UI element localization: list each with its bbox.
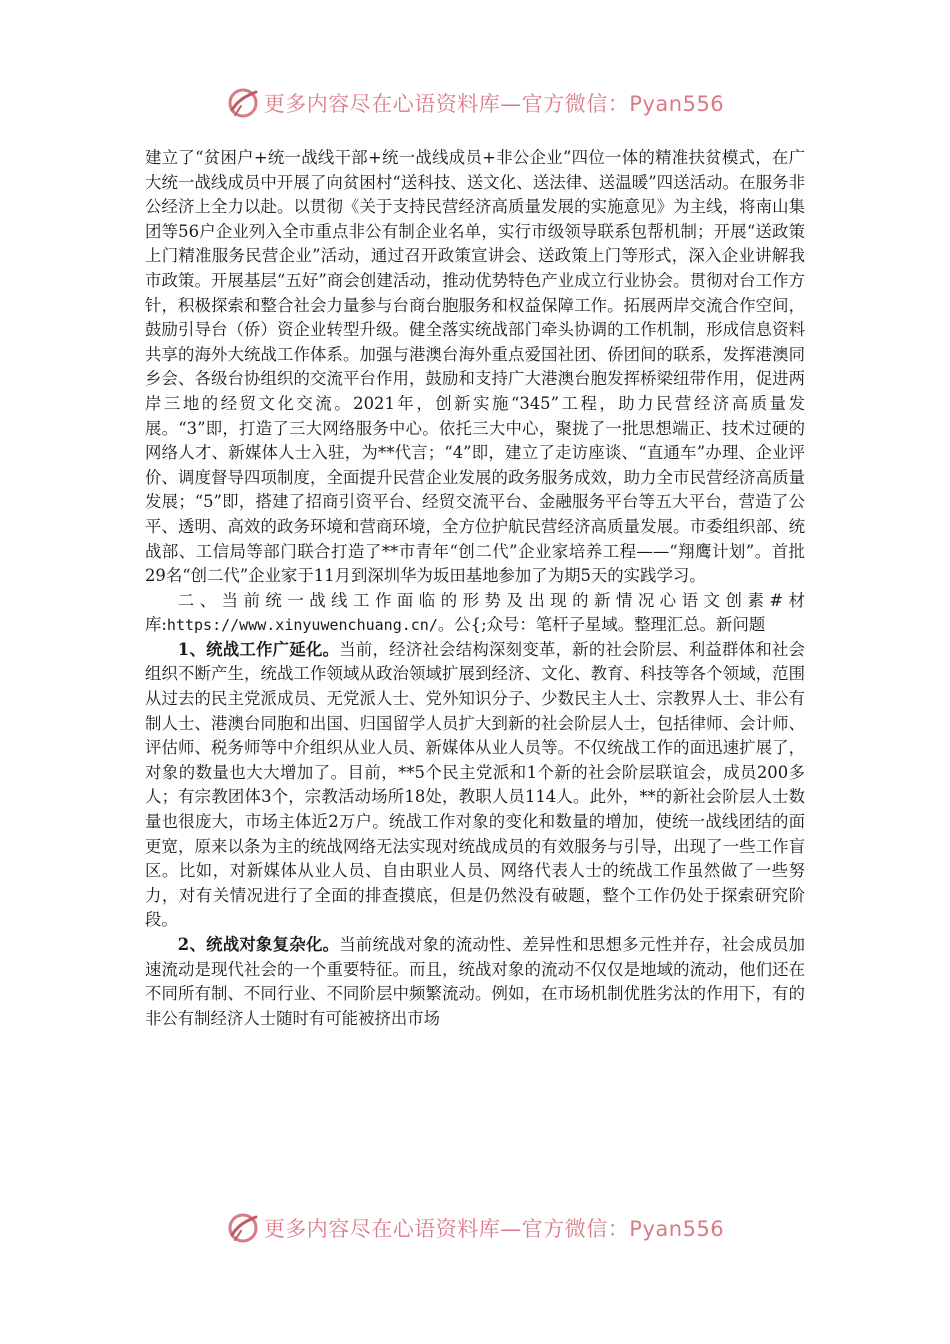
- document-body: [145, 146, 805, 1031]
- point-1-title: 1、统战工作广延化。: [177, 639, 340, 659]
- section-heading-tail: 。公{;众号：笔杆子星域。整理汇总。新问题: [437, 615, 766, 635]
- watermark-text: 更多内容尽在心语资料库—官方微信：Pyan556: [263, 1217, 725, 1241]
- brush-logo-icon: [226, 1211, 260, 1245]
- brush-logo-icon: [226, 86, 260, 120]
- paragraph-point-1: [145, 638, 805, 933]
- section-heading-paragraph: [145, 589, 805, 638]
- section-heading-text: 二、当前统一战线工作面临的形势及出现的新情况心语文创素#材库:: [145, 590, 805, 635]
- paragraph-point-2: [145, 933, 805, 1031]
- watermark-banner-top: [0, 83, 950, 123]
- watermark-banner-bottom: [0, 1208, 950, 1248]
- point-1-body: 当前，经济社会结构深刻变革，新的社会阶层、利益群体和社会组织不断产生，统战工作领域从政治领域扩展到经济、文化、教育、科技等各个领域，范围从过去的民主党派成员、无党派人士、党外知识分子、少数民主人士、宗教界人士、非公有制人士、港澳台同胞和出国、归国留学人员扩大到新的社会阶层人士，包括律师、会计师、评估师、税务师等中介组织从业人员、新媒体从业人员等。不仅统战工作的面迅速扩展了，对象的数量也大大增加了。目前，**5个民主党派和1个新的社会阶层联谊会，成员200多人；有宗教团体3个，宗教活动场所18处，教职人员114人。此外，**的新社会阶层人士数量也很庞大，市场主体近2万户。统战工作对象的变化和数量的增加，使统一战线团结的面更宽，原来以条为主的统战网络无法实现对统战成员的有效服务与引导，出现了一些工作盲区。比如，对新媒体从业人员、自由职业人员、网络代表人士的统战工作虽然做了一些努力，对有关情况进行了全面的排查摸底，但是仍然没有破题，整个工作仍处于探索研究阶段。: [145, 639, 806, 930]
- point-2-title: 2、统战对象复杂化。: [177, 935, 340, 954]
- source-url-link[interactable]: https://www.xinyuwenchuang.cn/: [166, 616, 438, 635]
- point-2-body: 当前统战对象的流动性、差异性和思想多元性并存，社会成员加速流动是现代社会的一个重要特征。而且，统战对象的流动不仅仅是地域的流动，他们还在不同所有制、不同行业、不同阶层中频繁流动。例如，在市场机制优胜劣汰的作用下，有的非公有制经济人士随时有可能被挤出市场: [145, 935, 806, 1028]
- paragraph-continuation: 建立了“贫困户+统一战线干部+统一战线成员+非公企业”四位一体的精准扶贫模式，在广大统一战线成员中开展了向贫困村“送科技、送文化、送法律、送温暖”四送活动。在服务非公经济上全力以赴。以贯彻《关于支持民营经济高质量发展的实施意见》为主线，将南山集团等56户企业列入全市重点非公有制企业名单，实行市级领导联系包帮机制；开展“送政策上门精准服务民营企业”活动，通过召开政策宣讲会、送政策上门等形式，深入企业讲解我市政策。开展基层“五好”商会创建活动，推动优势特色产业成立行业协会。贯彻对台工作方针，积极探索和整合社会力量参与台商台胞服务和权益保障工作。拓展两岸交流合作空间，鼓励引导台（侨）资企业转型升级。健全落实统战部门牵头协调的工作机制，形成信息资料共享的海外大统战工作体系。加强与港澳台海外重点爱国社团、侨团间的联系，发挥港澳同乡会、各级台协组织的交流平台作用，鼓励和支持广大港澳台胞发挥桥梁纽带作用，促进两岸三地的经贸文化交流。2021年，创新实施“345”工程，助力民营经济高质量发展。“3”即，打造了三大网络服务中心。依托三大中心，聚拢了一批思想端正、技术过硬的网络人才、新媒体人士入驻，为**代言；“4”即，建立了走访座谈、“直通车”办理、企业评价、调度督导四项制度，全面提升民营企业发展的政务服务成效，助力全市民营经济高质量发展；“5”即，搭建了招商引资平台、经贸交流平台、金融服务平台等五大平台，营造了公平、透明、高效的政务环境和营商环境，全方位护航民营经济高质量发展。市委组织部、统战部、工信局等部门联合打造了**市青年“创二代”企业家培养工程——“翔鹰计划”。首批29名“创二代”企业家于11月到深圳华为坂田基地参加了为期5天的实践学习。: [145, 148, 805, 586]
- watermark-text: 更多内容尽在心语资料库—官方微信：Pyan556: [263, 92, 725, 116]
